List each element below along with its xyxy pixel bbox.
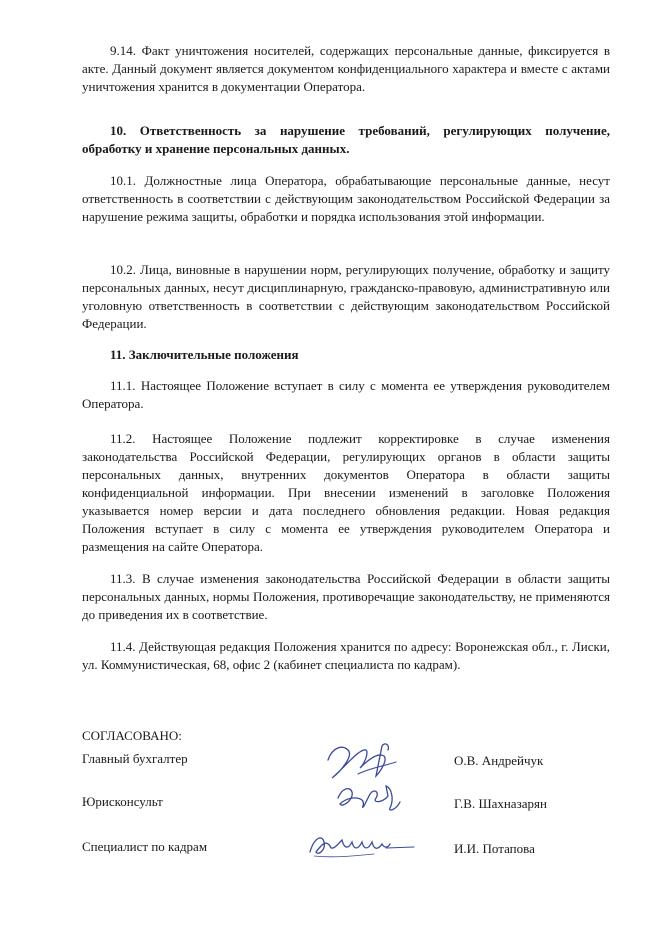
- signature-hr-specialist: [304, 826, 434, 866]
- paragraph-10-2: 10.2. Лица, виновные в нарушении норм, регулирующих получение, обработку и защиту персональных данных, несут дисциплинарную, гражданско-правовую, административную или уголовную ответственность в соответствии с действующим законодательством Российской Федерации.: [82, 262, 610, 331]
- name-legal-counsel: Г.В. Шахназарян: [454, 796, 547, 811]
- paragraph-11-3: 11.3. В случае изменения законодательства Российской Федерации в области защиты персональных данных, нормы Положения, противоречащие законодательству, не применяются до приведения их в соответствие.: [82, 571, 610, 622]
- section-11-heading: 11. Заключительные положения: [110, 347, 299, 362]
- position-chief-accountant: Главный бухгалтер: [82, 751, 188, 766]
- position-hr-specialist: Специалист по кадрам: [82, 839, 208, 854]
- approval-heading: СОГЛАСОВАНО:: [82, 728, 182, 743]
- paragraph-11-2: 11.2. Настоящее Положение подлежит корректировке в случае изменения законодательства Российской Федерации, регулирующих органов в области защиты персональных данных, внутренних документов Оператора в области защиты конфиденциальной информации. При внесении изменений в заголовке Положения указывается номер версии и дата последнего обновления редакции. Новая редакция Положения вступает в силу с момента ее утверждения руководителем Оператора и размещения на сайте Оператора.: [82, 431, 610, 554]
- name-chief-accountant: О.В. Андрейчук: [454, 753, 544, 768]
- position-legal-counsel: Юрисконсульт: [82, 794, 163, 809]
- paragraph-9-14: 9.14. Факт уничтожения носителей, содержащих персональные данные, фиксируется в акте. Данный документ является документом конфиденциального характера и вместе с актами уничтожения хранится в документации Оператора.: [82, 43, 610, 94]
- paragraph-11-4: 11.4. Действующая редакция Положения хранится по адресу: Воронежская обл., г. Лиски, ул. Коммунистическая, 68, офис 2 (кабинет специалиста по кадрам).: [82, 639, 610, 672]
- section-10-heading: 10. Ответственность за нарушение требований, регулирующих получение, обработку и хранение персональных данных.: [82, 123, 610, 156]
- name-hr-specialist: И.И. Потапова: [454, 841, 535, 856]
- paragraph-11-1: 11.1. Настоящее Положение вступает в силу с момента ее утверждения руководителем Оператора.: [82, 378, 610, 411]
- signature-legal-counsel: [330, 778, 420, 818]
- paragraph-10-1: 10.1. Должностные лица Оператора, обрабатывающие персональные данные, несут ответственность в соответствии с действующим законодательством Российской Федерации за нарушение режима защиты, обработки и порядка использования этой информации.: [82, 173, 610, 224]
